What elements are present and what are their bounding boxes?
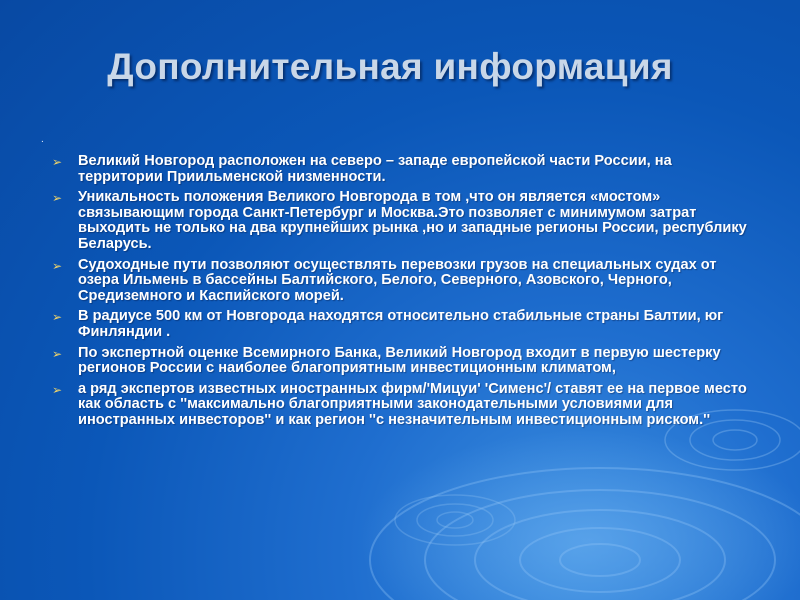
- list-item: [52, 309, 752, 340]
- list-item: [52, 190, 752, 252]
- list-item: [52, 154, 752, 185]
- list-item: [52, 346, 752, 377]
- arrowhead-bullet-icon: ➢: [52, 346, 63, 361]
- list-item: [52, 382, 752, 429]
- bullet-text: Великий Новгород расположен на северо – западе европейской части России, на территории Приильменской низменности.: [78, 153, 672, 185]
- bullet-text: Уникальность положения Великого Новгорода в том ,что он является «мостом» связывающим города Санкт-Петербург и Москва.Это позволяет с минимумом затрат выходить не только на два крупнейших рынка ,но и западные регионы России, республику Беларусь.: [78, 189, 747, 252]
- arrowhead-bullet-icon: ➢: [52, 310, 63, 325]
- bullet-text: В радиусе 500 км от Новгорода находятся относительно стабильные страны Балтии, юг Финляндии .: [78, 308, 724, 340]
- bullet-text: а ряд экспертов известных иностранных фирм/'Мицуи' 'Сименс'/ ставят ее на первое место как область с ''максимально благоприятными законодательными условиями для иностранных инвесторов'' и как регион ''с незначительным инвестиционным риском.'': [78, 380, 747, 428]
- list-item: [52, 258, 752, 305]
- arrowhead-bullet-icon: ➢: [52, 382, 63, 397]
- bullet-text: По экспертной оценке Всемирного Банка, Великий Новгород входит в первую шестерку регионов России с наиболее благоприятным инвестиционным климатом,: [78, 344, 721, 377]
- bullet-text: Судоходные пути позволяют осуществлять перевозки грузов на специальных судах от озера Ильмень в бассейны Балтийского, Белого, Северного, Азовского, Черного, Средиземного и Каспийского морей.: [78, 256, 717, 304]
- bullet-list: [52, 154, 752, 434]
- arrowhead-bullet-icon: ➢: [52, 258, 63, 273]
- arrowhead-bullet-icon: ➢: [52, 191, 63, 206]
- slide-title: Дополнительная информация: [107, 46, 673, 87]
- arrowhead-bullet-icon: ➢: [52, 155, 63, 169]
- marker-dot: .: [41, 134, 44, 145]
